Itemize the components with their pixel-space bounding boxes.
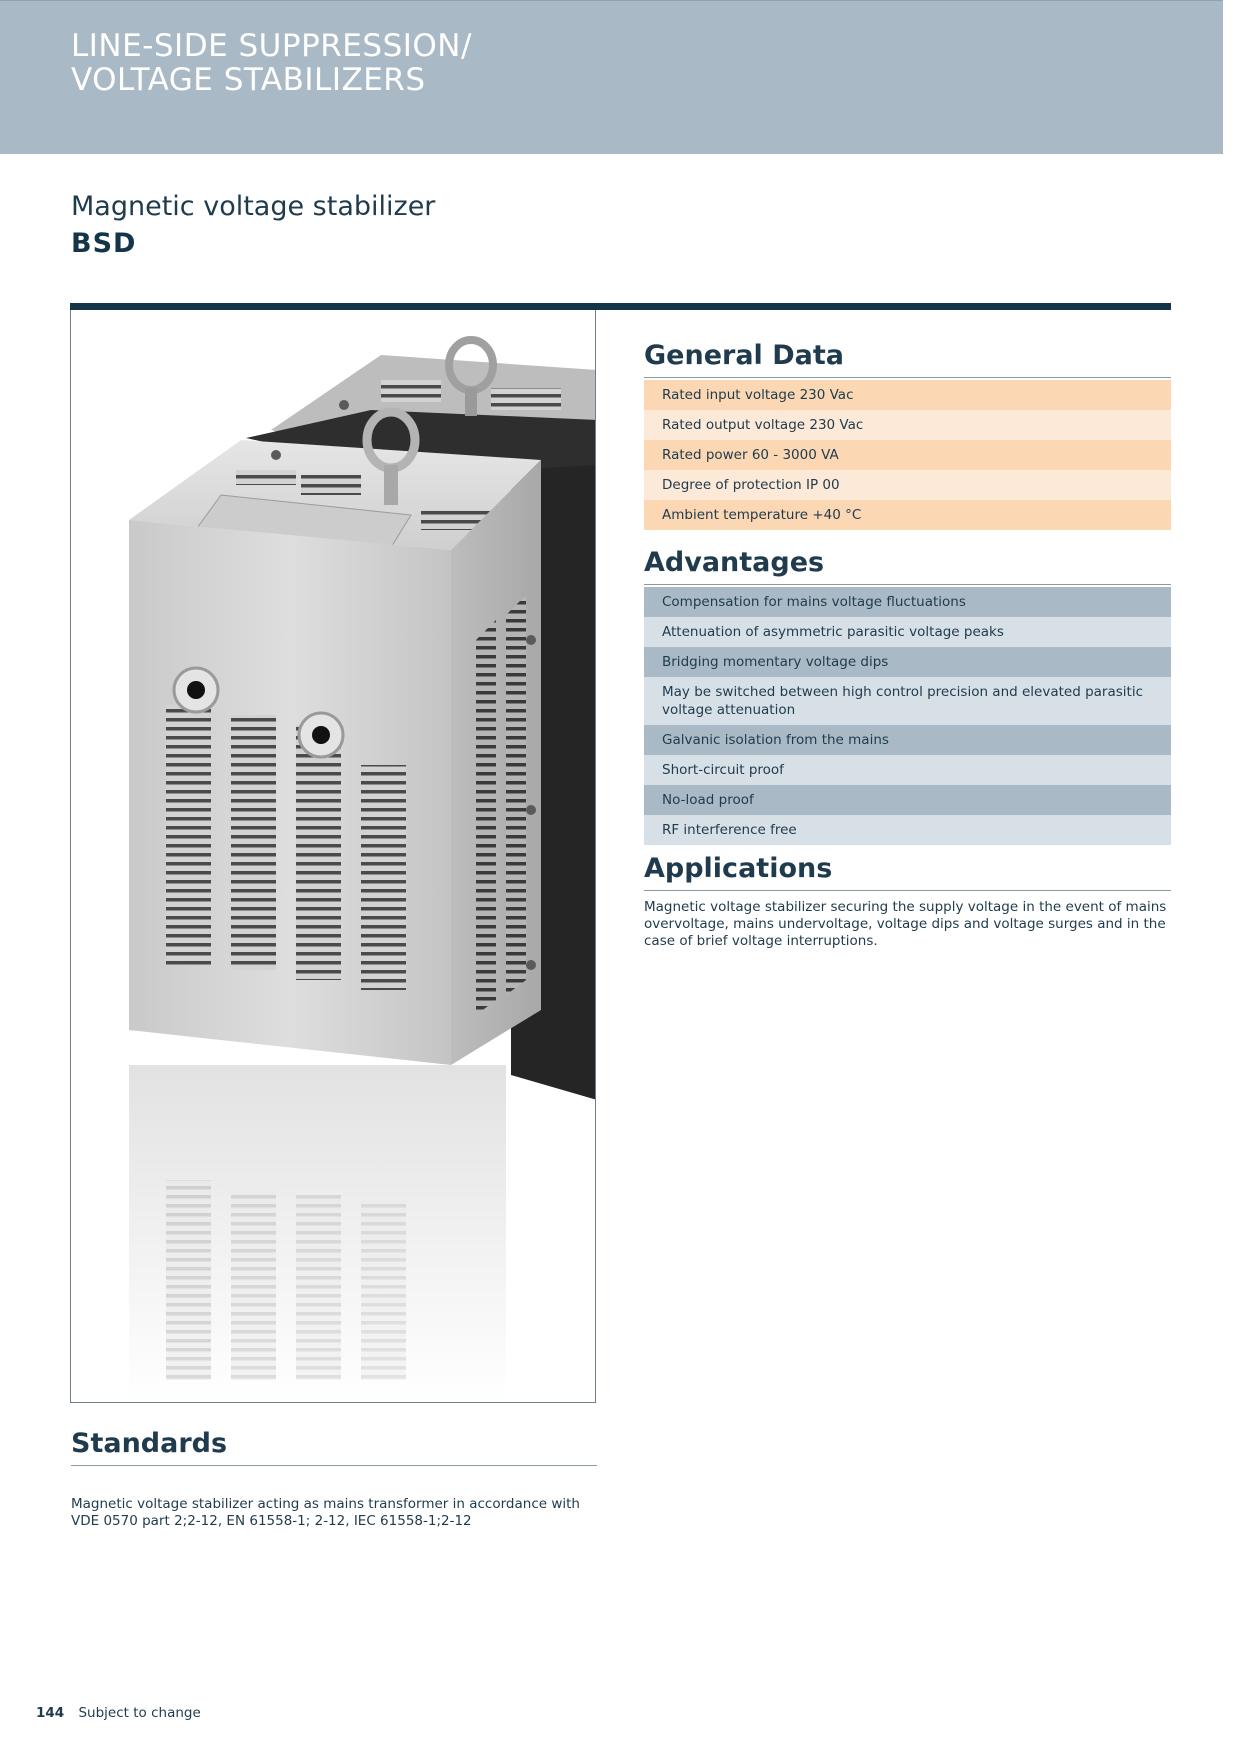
advantage-row: Attenuation of asymmetric parasitic voltage peaks: [644, 617, 1171, 647]
advantages-section: [644, 547, 1171, 845]
advantage-row: Short-circuit proof: [644, 755, 1171, 785]
general-data-table: [644, 380, 1171, 530]
advantage-row: No-load proof: [644, 785, 1171, 815]
advantage-row: Compensation for mains voltage fluctuations: [644, 587, 1171, 617]
advantage-row: Bridging momentary voltage dips: [644, 647, 1171, 677]
product-title: Magnetic voltage stabilizer: [71, 191, 436, 222]
voltage-stabilizer-image: [71, 310, 596, 1403]
standards-section: [71, 1428, 597, 1530]
header-band: [0, 0, 1223, 154]
advantage-row: May be switched between high control precision and elevated parasitic voltage attenuation: [644, 677, 1171, 725]
advantages-heading: Advantages: [644, 547, 1171, 585]
standards-heading: Standards: [71, 1428, 597, 1466]
general-data-row: Rated output voltage 230 Vac: [644, 410, 1171, 440]
general-data-row: Rated power 60 - 3000 VA: [644, 440, 1171, 470]
applications-heading: Applications: [644, 853, 1171, 891]
general-data-section: [644, 340, 1171, 530]
page-number: 144: [36, 1705, 65, 1721]
page-section-title: [71, 29, 472, 97]
applications-section: [644, 853, 1171, 950]
applications-text: Magnetic voltage stabilizer securing the supply voltage in the event of mains overvoltage, mains undervoltage, voltage dips and voltage surges and in the case of brief voltage interruptions.: [644, 899, 1167, 949]
general-data-row: Rated input voltage 230 Vac: [644, 380, 1171, 410]
general-data-row: Ambient temperature +40 °C: [644, 500, 1171, 530]
top-divider: [70, 303, 1171, 310]
general-data-row: Degree of protection IP 00: [644, 470, 1171, 500]
advantages-table: [644, 587, 1171, 845]
section-title-line-2: VOLTAGE STABILIZERS: [71, 62, 426, 98]
advantage-row: RF interference free: [644, 815, 1171, 845]
product-code: BSD: [71, 228, 137, 259]
section-title-line-1: LINE-SIDE SUPPRESSION/: [71, 28, 472, 64]
page-footer: [36, 1705, 201, 1721]
advantage-row: Galvanic isolation from the mains: [644, 725, 1171, 755]
general-data-heading: General Data: [644, 340, 1171, 378]
product-photo: [70, 310, 596, 1403]
standards-text: Magnetic voltage stabilizer acting as mains transformer in accordance with VDE 0570 part 2;2-12, EN 61558-1; 2-12, IEC 61558-1;2-12: [71, 1496, 580, 1529]
footer-note: Subject to change: [78, 1705, 201, 1721]
